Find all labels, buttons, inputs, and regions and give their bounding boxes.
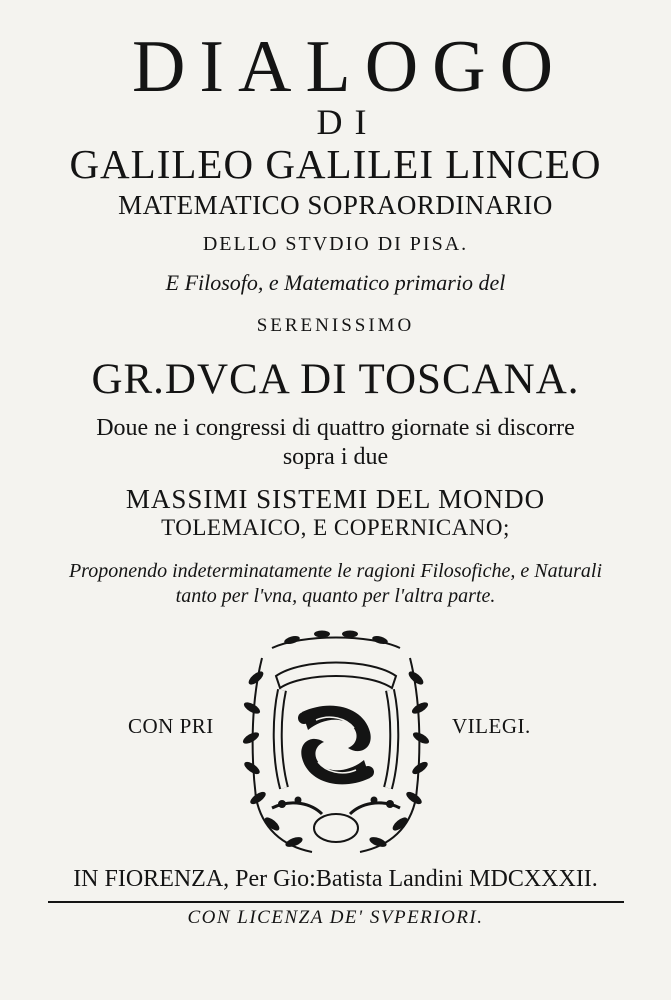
description-line-2: tanto per l'vna, quanto per l'altra parte. [175, 585, 496, 607]
privilege-text-left: CON PRI [128, 714, 214, 738]
author-name: GALILEO GALILEI LINCEO [69, 141, 602, 187]
patron-honorific: SERENISSIMO [256, 315, 415, 336]
imprint: IN FIORENZA, Per Gio:Batista Landini MDCXXXII. [73, 866, 598, 892]
patron-title: GR.DVCA DI TOSCANA. [91, 356, 580, 403]
privilege-text-right: VILEGI. [452, 714, 531, 738]
license-notice: CON LICENZA DE' SVPERIORI. [187, 907, 484, 928]
subject-line-1: Doue ne i congressi di quattro giornate si discorre [96, 415, 575, 441]
horizontal-divider [48, 901, 624, 903]
systems-heading: MASSIMI SISTEMI DEL MONDO [125, 484, 546, 514]
description-line-1: Proponendo indeterminatamente le ragioni Filosofiche, e Naturali [68, 560, 603, 582]
book-title: DIALOGO [131, 26, 568, 108]
author-role-line-3: E Filosofo, e Matematico primario del [165, 270, 506, 295]
subject-line-2: sopra i due [282, 444, 389, 470]
printer-mark-dolphins-icon [242, 628, 430, 860]
author-role-line-1: MATEMATICO SOPRAORDINARIO [118, 190, 553, 220]
title-connector: DI [316, 102, 379, 142]
systems-subheading: TOLEMAICO, E COPERNICANO; [161, 515, 510, 540]
author-role-line-2: DELLO STVDIO DI PISA. [202, 233, 469, 255]
